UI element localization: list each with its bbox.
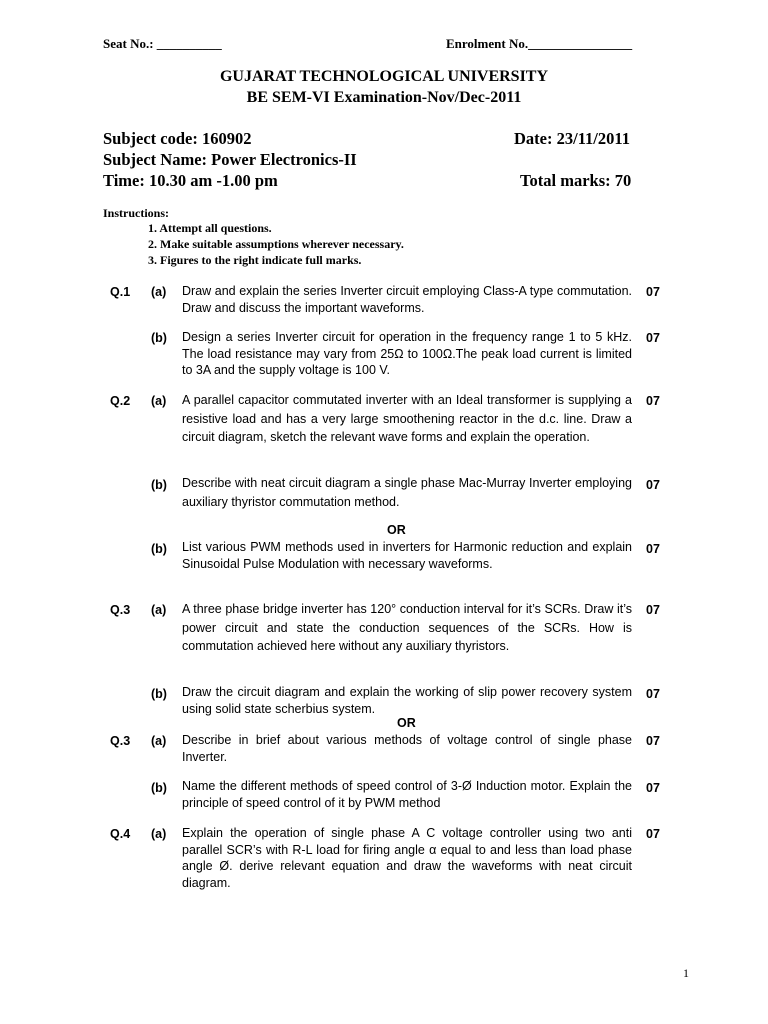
seat-number: Seat No.: __________	[103, 36, 222, 51]
exam-date: Date: 23/11/2011	[514, 129, 630, 148]
question-number: Q.4	[110, 827, 131, 841]
or-label: OR	[387, 523, 406, 537]
or-label: OR	[397, 716, 416, 730]
question-number: Q.2	[110, 394, 131, 408]
question-text: Explain the operation of single phase A C voltage controller using two anti parallel SCR’s with R-L load for firing angle α equal to and less than load phase angle Ø. derive relevant equation and draw the waveforms with neat circuit diagram.	[182, 826, 632, 890]
question-text: List various PWM methods used in inverters for Harmonic reduction and explain Sinusoidal Pulse Modulation with necessary waveforms.	[182, 540, 632, 571]
question-part: (b)	[151, 331, 167, 345]
total-marks: Total marks: 70	[520, 171, 632, 190]
question-marks: 07	[646, 781, 660, 795]
subject-name: Subject Name: Power Electronics-II	[103, 150, 357, 169]
question-marks: 07	[646, 394, 660, 408]
question-marks: 07	[646, 827, 660, 841]
exam-time: Time: 10.30 am -1.00 pm	[103, 171, 278, 190]
question-text: Draw the circuit diagram and explain the working of slip power recovery system using solid state scherbius system.	[182, 685, 632, 716]
question-marks: 07	[646, 285, 660, 299]
instruction-item: 1. Attempt all questions.	[148, 221, 272, 235]
question-part: (a)	[151, 285, 167, 299]
question-text: Name the different methods of speed control of 3-Ø Induction motor. Explain the principle of speed control of it by PWM method	[182, 779, 632, 810]
question-text: Design a series Inverter circuit for operation in the frequency range 1 to 5 kHz. The load resistance may vary from 25Ω to 100Ω.The peak load current is limited to 3A and the supply voltage is 100 V.	[182, 330, 632, 377]
question-part: (a)	[151, 827, 167, 841]
question-part: (a)	[151, 394, 167, 408]
question-marks: 07	[646, 331, 660, 345]
question-number: Q.3	[110, 603, 131, 617]
question-text: Draw and explain the series Inverter circuit employing Class-A type commutation. Draw and discuss the important waveforms.	[182, 284, 632, 315]
question-marks: 07	[646, 687, 660, 701]
university-title: GUJARAT TECHNOLOGICAL UNIVERSITY	[219, 68, 549, 85]
question-marks: 07	[646, 603, 660, 617]
question-part: (b)	[151, 542, 167, 556]
question-marks: 07	[646, 542, 660, 556]
instructions-heading: Instructions:	[103, 206, 170, 220]
question-part: (b)	[151, 687, 167, 701]
enrolment-number: Enrolment No.________________	[446, 36, 633, 51]
question-part: (a)	[151, 734, 167, 748]
subject-code: Subject code: 160902	[103, 129, 252, 148]
instruction-item: 2. Make suitable assumptions wherever necessary.	[148, 237, 404, 251]
question-text: Describe in brief about various methods of voltage control of single phase Inverter.	[182, 733, 632, 764]
question-part: (b)	[151, 781, 167, 795]
page-number: 1	[683, 966, 689, 980]
question-marks: 07	[646, 734, 660, 748]
question-text: A three phase bridge inverter has 120° conduction interval for it’s SCRs. Draw it’s power circuit and state the conduction sequences of the SCRs. How is commutation achieved here without any auxiliary thyristors.	[182, 602, 632, 653]
question-text: A parallel capacitor commutated inverter with an Ideal transformer is supplying a resistive load and has a very large smoothening reactor in the d.c. line. Draw a circuit diagram, sketch the relevant wave forms and explain the operation.	[182, 393, 632, 444]
question-number: Q.1	[110, 285, 131, 299]
question-part: (b)	[151, 478, 167, 492]
question-text: Describe with neat circuit diagram a single phase Mac-Murray Inverter employing auxiliary thyristor commutation method.	[182, 476, 632, 509]
instruction-item: 3. Figures to the right indicate full marks.	[148, 253, 362, 267]
question-marks: 07	[646, 478, 660, 492]
exam-title: BE SEM-VI Examination-Nov/Dec-2011	[246, 89, 522, 106]
question-number: Q.3	[110, 734, 131, 748]
question-part: (a)	[151, 603, 167, 617]
